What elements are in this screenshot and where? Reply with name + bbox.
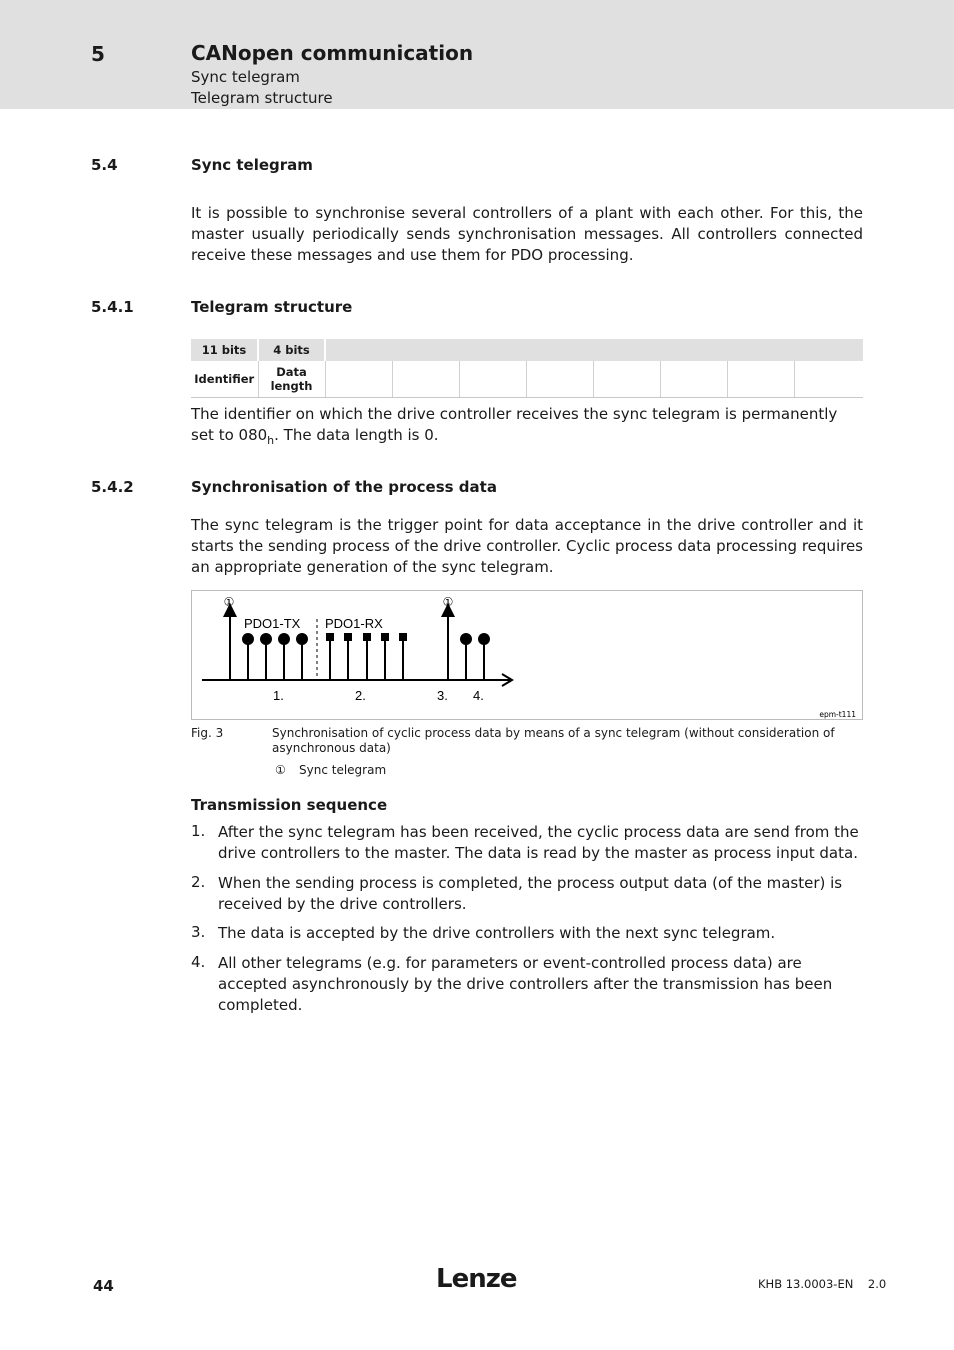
table-cell-empty <box>325 361 392 398</box>
list-item: The data is accepted by the drive controllers with the next sync telegram. <box>218 924 776 942</box>
header-subtitle-2: Telegram structure <box>191 89 333 107</box>
table-cell-empty <box>593 361 660 398</box>
figure-caption: Synchronisation of cyclic process data by means of a sync telegram (without consideration of asynchronous data) <box>272 726 835 755</box>
transmission-heading: Transmission sequence <box>191 796 388 814</box>
document-id: KHB 13.0003-EN 2.0 <box>758 1277 887 1291</box>
table-row <box>191 361 863 398</box>
table-cell: 4 bits <box>258 339 325 361</box>
rx-pin <box>326 633 334 641</box>
lenze-logo: Lenze <box>436 1264 517 1294</box>
chapter-title: CANopen communication <box>191 41 474 65</box>
axis-label-2: 2. <box>355 688 366 703</box>
table-cell: Identifier <box>191 361 258 398</box>
subscript-h: h <box>267 434 275 447</box>
axis-label-4: 4. <box>473 688 484 703</box>
figure-code: epm-t111 <box>819 710 856 719</box>
telegram-structure-table <box>191 339 863 398</box>
section-5-4-1-title: Telegram structure <box>191 298 353 316</box>
list-item: All other telegrams (e.g. for parameters or event-controlled process data) are accepted asynchronously by the drive controllers after the transmission has been completed. <box>218 954 833 1014</box>
table-row <box>191 339 863 361</box>
rx-pin <box>399 633 407 641</box>
axis-label-1: 1. <box>273 688 284 703</box>
sync-diagram <box>192 591 862 719</box>
paragraph-text: . The data length is 0. <box>274 426 439 444</box>
rx-pin <box>363 633 371 641</box>
label-pdo1-rx: PDO1-RX <box>325 616 383 631</box>
list-item-number: 4. <box>191 953 206 971</box>
list-item: When the sending process is completed, the process output data (of the master) is received by the drive controllers. <box>218 874 843 913</box>
list-item-number: 2. <box>191 873 206 891</box>
section-5-4-title: Sync telegram <box>191 156 313 174</box>
tx-pin <box>260 633 272 645</box>
rx-pin <box>381 633 389 641</box>
figure-label: Fig. 3 <box>191 726 224 740</box>
section-5-4-1-number: 5.4.1 <box>91 298 134 316</box>
paragraph-text: The identifier on which the drive controller receives the sync telegram is permanently set to 080 <box>191 405 838 444</box>
list-item: After the sync telegram has been received, the cyclic process data are send from the drive controllers to the master. The data is read by the master as process input data. <box>218 823 859 862</box>
section-5-4-paragraph: It is possible to synchronise several controllers of a plant with each other. For this, the master usually periodically sends synchronisation messages. All controllers connected receive these messages and use them for PDO processing. <box>191 204 863 264</box>
axis-label-3: 3. <box>437 688 448 703</box>
tx-pin <box>478 633 490 645</box>
legend-marker: ① <box>275 763 286 777</box>
sync-marker-2: ① <box>442 595 454 609</box>
table-cell-empty <box>727 361 794 398</box>
figure-frame <box>191 590 863 720</box>
label-pdo1-tx: PDO1-TX <box>244 616 301 631</box>
list-item-number: 3. <box>191 923 206 941</box>
tx-pin <box>460 633 472 645</box>
rx-pin <box>344 633 352 641</box>
tx-pin <box>278 633 290 645</box>
data-length-label: Data length <box>270 365 313 393</box>
list-item-number: 1. <box>191 822 206 840</box>
sync-marker-1: ① <box>223 595 235 609</box>
tx-pin <box>296 633 308 645</box>
table-cell-empty <box>794 361 863 398</box>
page-number: 44 <box>93 1277 114 1295</box>
table-cell-empty <box>660 361 727 398</box>
table-cell-empty <box>325 339 863 361</box>
table-cell <box>258 361 325 398</box>
section-5-4-2-number: 5.4.2 <box>91 478 134 496</box>
tx-pin <box>242 633 254 645</box>
table-cell: 11 bits <box>191 339 258 361</box>
table-cell-empty <box>459 361 526 398</box>
section-5-4-2-paragraph: The sync telegram is the trigger point for data acceptance in the drive controller and it starts the sending process of the drive controller. Cyclic process data processing requires an appropriate generation of the sync telegram. <box>191 516 863 576</box>
chapter-number: 5 <box>91 42 105 66</box>
legend-text: Sync telegram <box>299 763 387 777</box>
section-5-4-number: 5.4 <box>91 156 118 174</box>
table-cell-empty <box>392 361 459 398</box>
rx-pins <box>326 633 407 680</box>
section-5-4-2-title: Synchronisation of the process data <box>191 478 497 496</box>
header-subtitle-1: Sync telegram <box>191 68 300 86</box>
header-band <box>0 0 954 109</box>
table-cell-empty <box>526 361 593 398</box>
section-5-4-1-paragraph <box>191 404 863 451</box>
